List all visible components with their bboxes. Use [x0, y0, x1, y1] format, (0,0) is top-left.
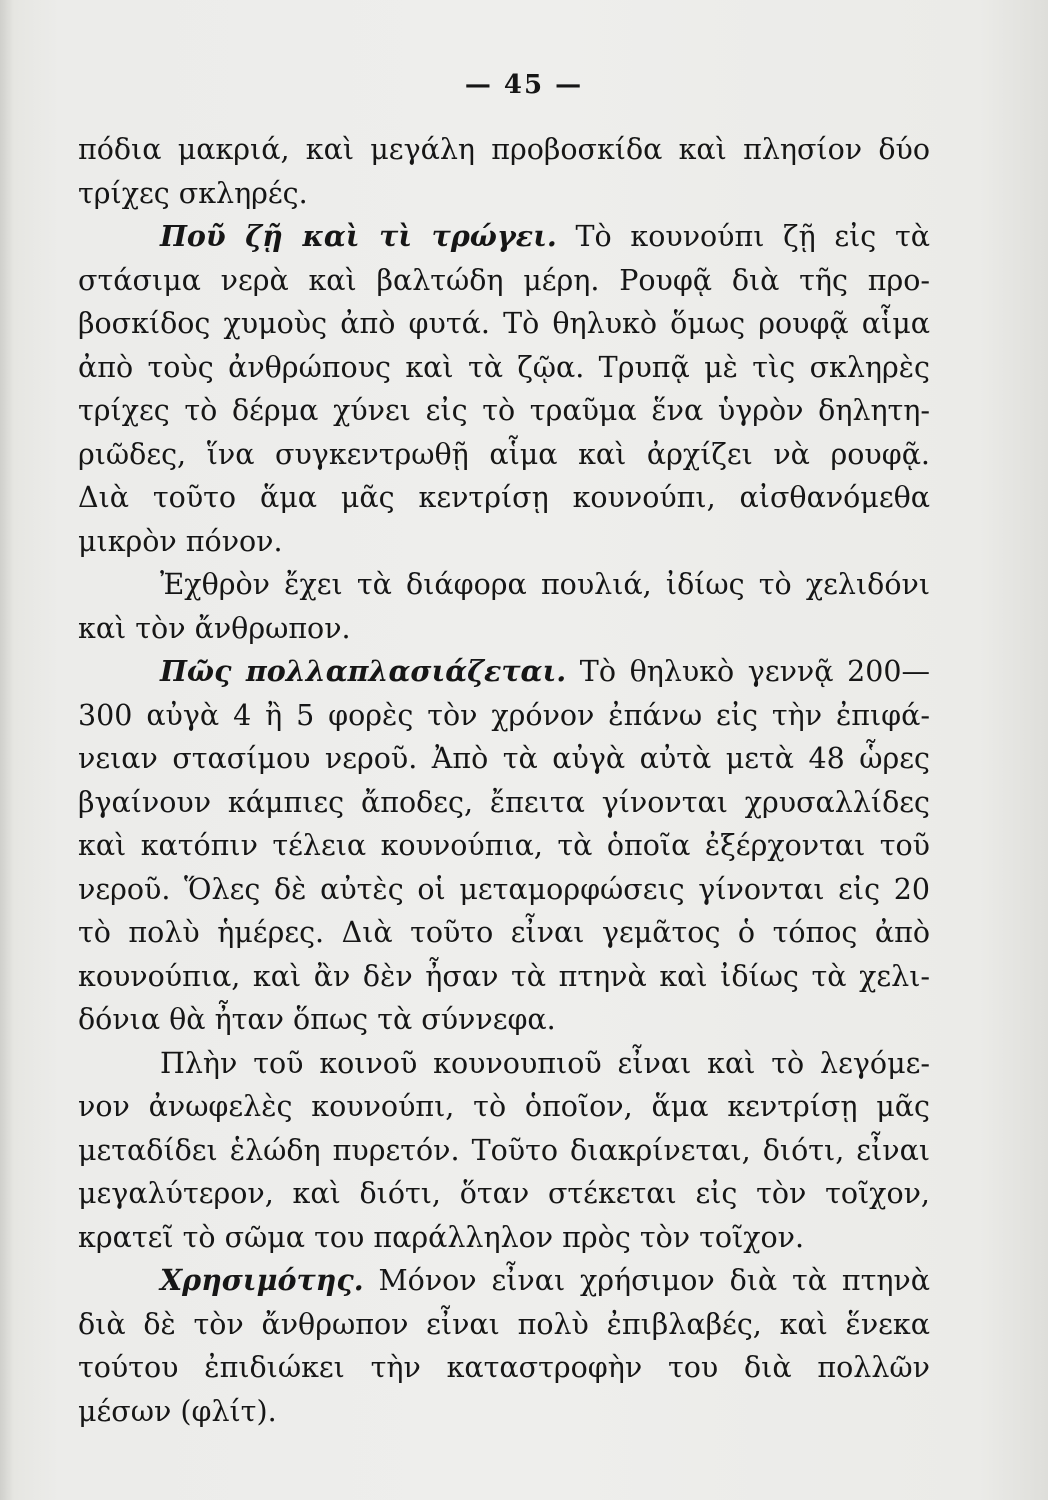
text-line [78, 1085, 930, 1129]
page-number: — 45 — [464, 70, 584, 100]
line-text: μεταδίδει ἑλώδη πυρετόν. Τοῦτο διακρίνεται, διότι, εἶναι [78, 1133, 930, 1167]
text-line [78, 868, 930, 912]
text-line [78, 737, 930, 781]
line-text: τούτου ἐπιδιώκει τὴν καταστροφὴν του διὰ πολλῶν [78, 1351, 930, 1384]
line-text: μεγαλύτερον, καὶ διότι, ὅταν στέκεται εἰς τὸν τοῖχον, [78, 1177, 930, 1210]
line-text: Τὸ θηλυκὸ γεννᾷ 200— [566, 655, 930, 688]
line-text: νειαν στασίμου νεροῦ. Ἀπὸ τὰ αὐγὰ αὐτὰ μετὰ 48 ὧρες [78, 742, 930, 775]
text-line [78, 476, 930, 520]
line-text: καὶ τὸν ἄνθρωπον. [78, 611, 351, 645]
line-text: κρατεῖ τὸ σῶμα του παράλληλον πρὸς τὸν τοῖχον. [78, 1220, 805, 1254]
line-text: ριῶδες, ἵνα συγκεντρωθῇ αἷμα καὶ ἀρχίζει νὰ ρουφᾷ. [78, 437, 930, 471]
text-line [78, 1216, 930, 1260]
line-text: καὶ κατόπιν τέλεια κουνούπια, τὰ ὁποῖα ἐξέρχονται τοῦ [78, 829, 930, 862]
text-line [78, 1303, 930, 1347]
line-text: τρίχες σκληρές. [78, 176, 308, 210]
line-text: Τὸ κουνούπι ζῇ εἰς τὰ [556, 220, 930, 253]
text-line [78, 781, 930, 825]
line-text: διὰ δὲ τὸν ἄνθρωπον εἶναι πολὺ ἐπιβλαβές, καὶ ἕνεκα [78, 1307, 930, 1341]
text-line [78, 955, 930, 999]
line-text: Διὰ τοῦτο ἅμα μᾶς κεντρίσῃ κουνούπι, αἰσθανόμεθα [78, 481, 930, 514]
text-line [78, 1390, 930, 1434]
line-text: 300 αὐγὰ 4 ἢ 5 φορὲς τὸν χρόνον ἐπάνω εἰς τὴν ἐπιφά- [78, 698, 930, 732]
section-heading: Χρησιμότης. [160, 1263, 364, 1297]
text-line [78, 1172, 930, 1216]
text-line [78, 650, 930, 694]
line-text: Πλὴν τοῦ κοινοῦ κουνουπιοῦ εἶναι καὶ τὸ λεγόμε- [160, 1046, 930, 1080]
line-text: πόδια μακριά, καὶ μεγάλη προβοσκίδα καὶ πλησίον δύο [78, 133, 930, 166]
body-text [78, 128, 930, 1433]
line-text: τὸ πολὺ ἡμέρες. Διὰ τοῦτο εἶναι γεμᾶτος ὁ τόπος ἀπὸ [78, 916, 930, 949]
text-line [78, 520, 930, 564]
text-line [78, 1346, 930, 1390]
text-line [78, 607, 930, 651]
text-line [78, 302, 930, 346]
line-text: νον ἀνωφελὲς κουνούπι, τὸ ὁποῖον, ἅμα κεντρίσῃ μᾶς [78, 1090, 930, 1123]
text-line [78, 998, 930, 1042]
line-text: νεροῦ. Ὅλες δὲ αὐτὲς οἱ μεταμορφώσεις γίνονται εἰς 20 [78, 872, 930, 906]
line-text: βγαίνουν κάμπιες ἄποδες, ἔπειτα γίνονται χρυσαλλίδες [78, 785, 930, 819]
section-heading: Πῶς πολλαπλασιάζεται. [160, 654, 567, 688]
line-text: μικρὸν πόνον. [78, 524, 283, 558]
line-text: στάσιμα νερὰ καὶ βαλτώδη μέρη. Ρουφᾷ διὰ τῆς προ- [78, 263, 930, 297]
text-line [78, 259, 930, 303]
text-line [78, 1042, 930, 1086]
text-line [78, 1129, 930, 1173]
text-line [78, 346, 930, 390]
text-line [78, 824, 930, 868]
line-text: μέσων (φλίτ). [78, 1394, 277, 1428]
text-line [78, 694, 930, 738]
line-text: κουνούπια, καὶ ἂν δὲν ἦσαν τὰ πτηνὰ καὶ ἰδίως τὰ χελι- [78, 959, 930, 993]
text-line [78, 128, 930, 172]
line-text: Ἐχθρὸν ἔχει τὰ διάφορα πουλιά, ἰδίως τὸ χελιδόνι [160, 568, 930, 601]
line-text: βοσκίδος χυμοὺς ἀπὸ φυτά. Τὸ θηλυκὸ ὅμως ρουφᾷ αἷμα [78, 307, 930, 340]
section-heading: Ποῦ ζῇ καὶ τὶ τρώγει. [160, 219, 557, 253]
line-text: δόνια θὰ ἦταν ὅπως τὰ σύννεφα. [78, 1003, 556, 1036]
text-line [78, 389, 930, 433]
text-line [78, 433, 930, 477]
text-line [78, 215, 930, 259]
line-text: Μόνον εἶναι χρήσιμον διὰ τὰ πτηνὰ [363, 1264, 930, 1297]
text-line [78, 911, 930, 955]
line-text: ἀπὸ τοὺς ἀνθρώπους καὶ τὰ ζῷα. Τρυπᾷ μὲ τὶς σκληρὲς [78, 350, 930, 384]
line-text: τρίχες τὸ δέρμα χύνει εἰς τὸ τραῦμα ἕνα ὑγρὸν δηλητη- [78, 394, 930, 427]
text-line [78, 172, 930, 216]
text-line [78, 1259, 930, 1303]
text-line [78, 563, 930, 607]
